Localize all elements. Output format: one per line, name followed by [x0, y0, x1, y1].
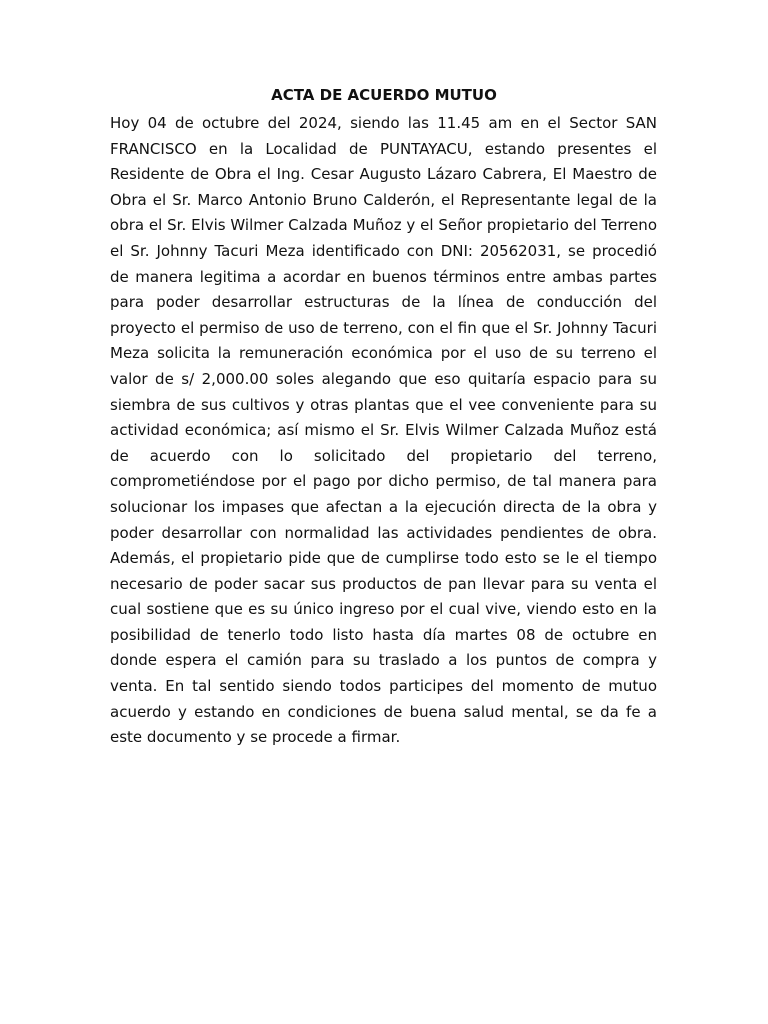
document-title: ACTA DE ACUERDO MUTUO: [271, 86, 497, 104]
document-body-paragraph: Hoy 04 de octubre del 2024, siendo las 11.45 am en el Sector SAN FRANCISCO en la Localidad de PUNTAYACU, estando presentes el Residente de Obra el Ing. Cesar Augusto Lázaro Cabrera, El Maestro de Obra el Sr. Marco Antonio Bruno Calderón, el Representante legal de la obra el Sr. Elvis Wilmer Calzada Muñoz y el Señor propietario del Terreno el Sr. Johnny Tacuri Meza identificado con DNI: 20562031, se procedió de manera legitima a acordar en buenos términos entre ambas partes para poder desarrollar estructuras de la línea de conducción del proyecto el permiso de uso de terreno, con el fin que el Sr. Johnny Tacuri Meza solicita la remuneración económica por el uso de su terreno el valor de s/ 2,000.00 soles alegando que eso quitaría espacio para su siembra de sus cultivos y otras plantas que el vee conveniente para su actividad económica; así mismo el Sr. Elvis Wilmer Calzada Muñoz está de acuerdo con lo solicitado del propietario del terreno, comprometiéndose por el pago por dicho permiso, de tal manera para solucionar los impases que afectan a la ejecución directa de la obra y poder desarrollar con normalidad las actividades pendientes de obra. Además, el propietario pide que de cumplirse todo esto se le el tiempo necesario de poder sacar sus productos de pan llevar para su venta el cual sostiene que es su único ingreso por el cual vive, viendo esto en la posibilidad de tenerlo todo listo hasta día martes 08 de octubre en donde espera el camión para su traslado a los puntos de compra y venta. En tal sentido siendo todos participes del momento de mutuo acuerdo y estando en condiciones de buena salud mental, se da fe a este documento y se procede a firmar.: [110, 114, 657, 747]
